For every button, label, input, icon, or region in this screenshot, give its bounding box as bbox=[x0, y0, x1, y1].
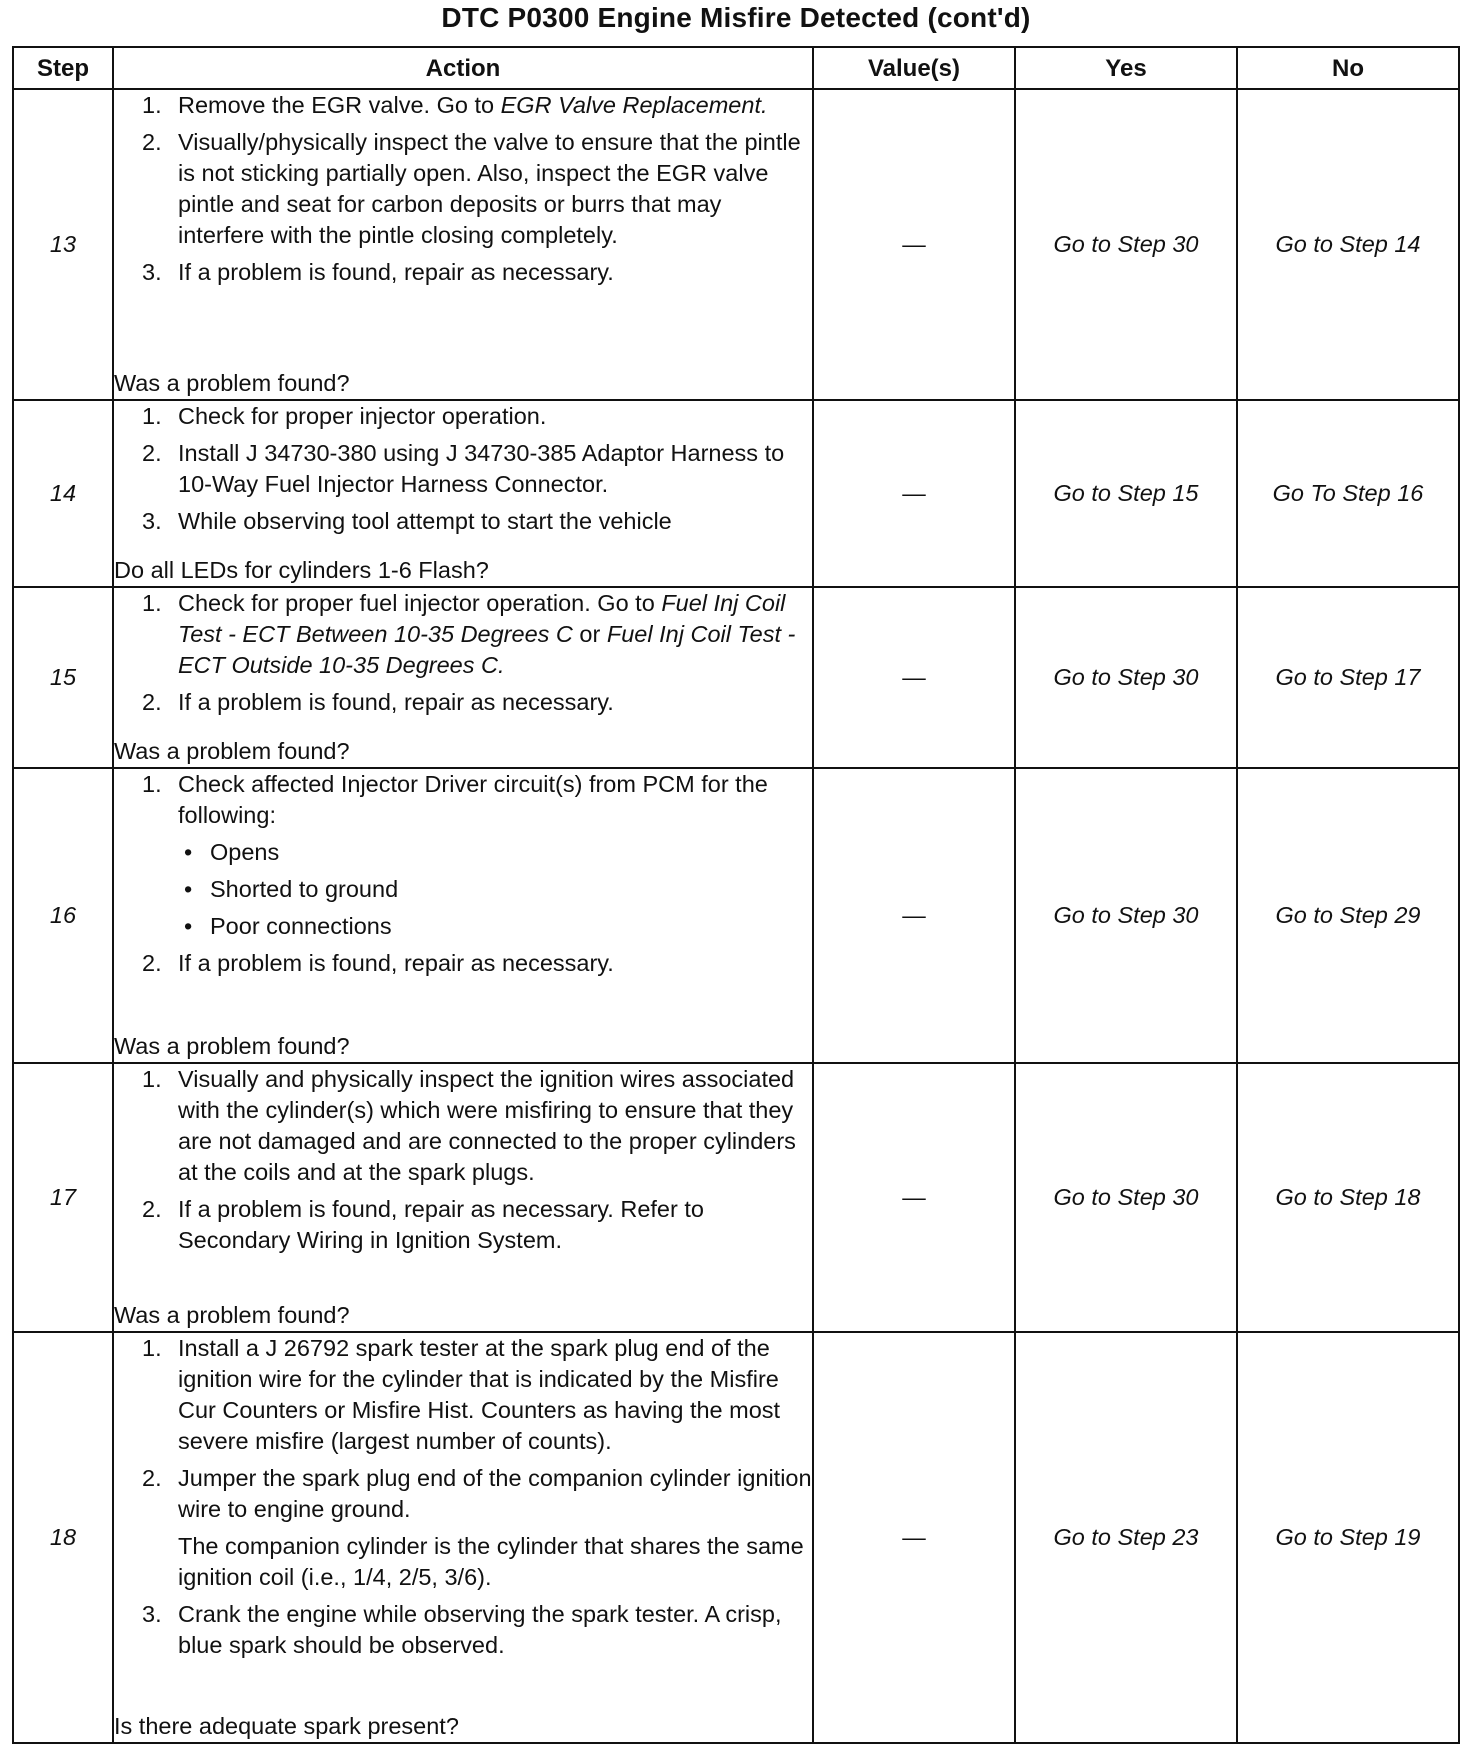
action-text: While observing tool attempt to start the vehicle bbox=[178, 507, 672, 534]
action-text: Install J 34730-380 using J 34730-385 Adaptor Harness to 10-Way Fuel Injector Harness Connector. bbox=[178, 439, 785, 497]
procedure-reference: EGR Valve Replacement. bbox=[500, 92, 768, 118]
action-text: If a problem is found, repair as necessary. bbox=[178, 259, 614, 285]
header-step: Step bbox=[13, 47, 113, 89]
action-text: Remove the EGR valve. Go to bbox=[178, 92, 501, 118]
action-text: If a problem is found, repair as necessary. Refer to Secondary Wiring in Ignition System. bbox=[178, 1196, 704, 1254]
yes-cell: Go to Step 15 bbox=[1015, 400, 1237, 587]
question: Is there adequate spark present? bbox=[114, 1713, 459, 1739]
action-text: If a problem is found, repair as necessary. bbox=[178, 689, 614, 716]
action-cell bbox=[113, 587, 813, 767]
action-item: 2. Visually/physically inspect the valve to ensure that the pintle is not sticking partially open. Also, inspect the EGR valve pintle and seat for carbon deposits or burrs that may interfere with the pintle closing completely. bbox=[142, 129, 801, 248]
action-item: 1. Remove the EGR valve. Go to EGR Valve Replacement. bbox=[142, 92, 768, 118]
table-row bbox=[13, 1063, 1459, 1332]
value-cell: — bbox=[813, 400, 1015, 587]
step-number: 13 bbox=[13, 89, 113, 400]
page-title: DTC P0300 Engine Misfire Detected (cont'd) bbox=[441, 2, 1031, 33]
no-cell: Go to Step 18 bbox=[1237, 1063, 1459, 1332]
action-text: Check affected Injector Driver circuit(s) from PCM for the following: bbox=[178, 770, 768, 828]
action-steps bbox=[114, 588, 812, 724]
action-text: Jumper the spark plug end of the companion cylinder ignition wire to engine ground. bbox=[178, 1464, 812, 1522]
bullet-item: • Shorted to ground bbox=[184, 875, 399, 902]
action-steps bbox=[114, 1333, 812, 1667]
action-text: or bbox=[572, 621, 607, 648]
value-cell: — bbox=[813, 1332, 1015, 1743]
action-item: 2. If a problem is found, repair as necessary. bbox=[142, 949, 614, 976]
step-number: 14 bbox=[13, 400, 113, 587]
header-values: Value(s) bbox=[813, 47, 1015, 89]
action-item: 2. If a problem is found, repair as necessary. Refer to Secondary Wiring in Ignition System. bbox=[142, 1196, 704, 1254]
action-item: 2. Install J 34730-380 using J 34730-385 Adaptor Harness to 10-Way Fuel Injector Harness Connector. bbox=[142, 439, 785, 497]
action-item: 2. Jumper the spark plug end of the companion cylinder ignition wire to engine ground. The companion cylinder is the cylinder that shares the same ignition coil (i.e., 1/4, 2/5, 3/6). bbox=[114, 1463, 812, 1593]
value-cell: — bbox=[813, 587, 1015, 767]
action-item: 3. While observing tool attempt to start the vehicle bbox=[142, 507, 672, 534]
step-number: 15 bbox=[13, 587, 113, 767]
question: Was a problem found? bbox=[114, 737, 350, 764]
action-text: Install a J 26792 spark tester at the spark plug end of the ignition wire for the cylinder that is indicated by the Misfire Cur Counters or Misfire Hist. Counters as having the most severe misfire (largest number of counts). bbox=[178, 1334, 781, 1454]
question: Was a problem found? bbox=[114, 1301, 350, 1328]
action-steps bbox=[114, 401, 812, 543]
bullet-item: • Opens bbox=[184, 838, 280, 865]
bullet-item: • Poor connections bbox=[184, 912, 392, 939]
action-cell bbox=[113, 400, 813, 587]
yes-cell: Go to Step 30 bbox=[1015, 768, 1237, 1064]
action-item: 2. If a problem is found, repair as necessary. bbox=[142, 689, 614, 716]
no-cell: Go to Step 29 bbox=[1237, 768, 1459, 1064]
question: Was a problem found? bbox=[114, 1033, 350, 1060]
action-text: Check for proper injector operation. bbox=[178, 402, 547, 429]
value-cell: — bbox=[813, 89, 1015, 400]
header-no: No bbox=[1237, 47, 1459, 89]
action-item: 1. Check for proper injector operation. bbox=[142, 402, 547, 429]
question: Was a problem found? bbox=[114, 369, 350, 396]
table-row bbox=[13, 1332, 1459, 1743]
action-note: The companion cylinder is the cylinder that shares the same ignition coil (i.e., 1/4, 2/5, 3/6). bbox=[178, 1532, 804, 1590]
action-item: 1. Check affected Injector Driver circuit(s) from PCM for the following: • Opens • Shorted to ground • Poor connections bbox=[114, 769, 812, 942]
step-number: 16 bbox=[13, 768, 113, 1064]
action-cell bbox=[113, 1063, 813, 1332]
step-number: 17 bbox=[13, 1063, 113, 1332]
table-row bbox=[13, 400, 1459, 587]
diagnostic-table bbox=[12, 46, 1460, 1744]
action-steps bbox=[114, 90, 812, 294]
action-text: Visually/physically inspect the valve to ensure that the pintle is not sticking partially open. Also, inspect the EGR valve pintle and seat for carbon deposits or burrs that may interfere with the pintle closing completely. bbox=[178, 129, 801, 248]
action-cell bbox=[113, 89, 813, 400]
table-row bbox=[13, 768, 1459, 1064]
action-cell bbox=[113, 1332, 813, 1743]
action-text: If a problem is found, repair as necessary. bbox=[178, 949, 614, 976]
procedure-reference: Fuel Inj Coil Test - ECT Between 10-35 Degrees C bbox=[178, 590, 786, 648]
yes-cell: Go to Step 23 bbox=[1015, 1332, 1237, 1743]
no-cell: Go to Step 17 bbox=[1237, 587, 1459, 767]
action-steps bbox=[114, 769, 812, 985]
table-row bbox=[13, 587, 1459, 767]
table-row bbox=[13, 89, 1459, 400]
header-row bbox=[13, 47, 1459, 89]
no-cell: Go to Step 14 bbox=[1237, 89, 1459, 400]
header-yes: Yes bbox=[1015, 47, 1237, 89]
yes-cell: Go to Step 30 bbox=[1015, 1063, 1237, 1332]
question: Do all LEDs for cylinders 1-6 Flash? bbox=[114, 557, 489, 584]
no-cell: Go to Step 19 bbox=[1237, 1332, 1459, 1743]
action-item: 1. Visually and physically inspect the ignition wires associated with the cylinder(s) which were misfiring to ensure that they are not damaged and are connected to the proper cylinders at the coils and at the spark plugs. bbox=[142, 1066, 796, 1186]
action-steps bbox=[114, 1064, 812, 1262]
action-item: 1. Install a J 26792 spark tester at the spark plug end of the ignition wire for the cylinder that is indicated by the Misfire Cur Counters or Misfire Hist. Counters as having the most severe misfire (largest number of counts). bbox=[142, 1334, 781, 1454]
bullet-list bbox=[178, 837, 812, 942]
action-text: Visually and physically inspect the ignition wires associated with the cylinder(s) which were misfiring to ensure that they are not damaged and are connected to the proper cylinders at the coils and at the spark plugs. bbox=[178, 1066, 796, 1186]
procedure-reference: Fuel Inj Coil Test - ECT Outside 10-35 Degrees C. bbox=[178, 621, 796, 679]
yes-cell: Go to Step 30 bbox=[1015, 587, 1237, 767]
action-item: 1. Check for proper fuel injector operation. Go to Fuel Inj Coil Test - ECT Between 10-35 Degrees C or Fuel Inj Coil Test - ECT Outside 10-35 Degrees C. bbox=[142, 590, 796, 679]
yes-cell: Go to Step 30 bbox=[1015, 89, 1237, 400]
action-item: 3. Crank the engine while observing the spark tester. A crisp, blue spark should be observed. bbox=[142, 1600, 782, 1658]
step-number: 18 bbox=[13, 1332, 113, 1743]
value-cell: — bbox=[813, 1063, 1015, 1332]
action-text: Crank the engine while observing the spark tester. A crisp, blue spark should be observed. bbox=[178, 1600, 782, 1658]
header-action: Action bbox=[113, 47, 813, 89]
value-cell: — bbox=[813, 768, 1015, 1064]
action-item: 3. If a problem is found, repair as necessary. bbox=[142, 259, 614, 285]
action-cell bbox=[113, 768, 813, 1064]
action-text: Check for proper fuel injector operation. Go to bbox=[178, 590, 662, 617]
no-cell: Go To Step 16 bbox=[1237, 400, 1459, 587]
